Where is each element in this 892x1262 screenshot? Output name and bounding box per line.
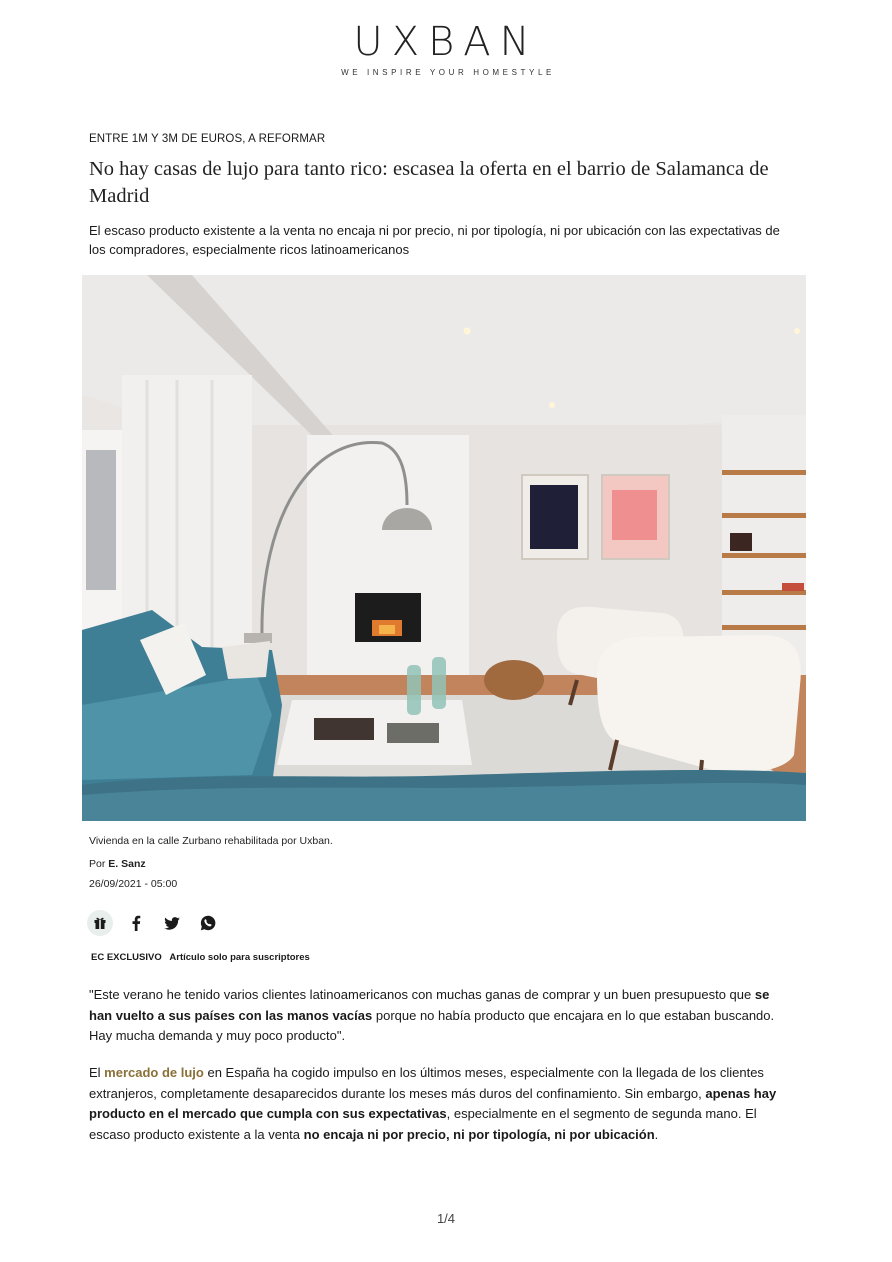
exclusive-label: EC EXCLUSIVO	[91, 952, 162, 963]
logo-tagline: WE INSPIRE YOUR HOMESTYLE	[341, 68, 555, 77]
whatsapp-share-button[interactable]	[195, 910, 221, 936]
twitter-icon	[164, 917, 180, 930]
link-mercado-de-lujo[interactable]: mercado de lujo	[104, 1065, 204, 1080]
exclusive-note: Artículo solo para suscriptores	[169, 952, 310, 963]
logo-wordmark: UXBAN	[353, 19, 539, 65]
photo-caption: Vivienda en la calle Zurbano rehabilitada por Uxban.	[89, 835, 333, 847]
page-number: 1/4	[436, 1211, 456, 1226]
twitter-share-button[interactable]	[159, 910, 185, 936]
author-name[interactable]: E. Sanz	[108, 858, 146, 870]
article-headline: No hay casas de lujo para tanto rico: escasea la oferta en el barrio de Salamanca de Madrid	[89, 158, 769, 207]
facebook-icon	[131, 915, 141, 931]
site-logo[interactable]	[0, 20, 892, 77]
article-kicker: ENTRE 1M Y 3M DE EUROS, A REFORMAR	[89, 133, 326, 145]
exclusive-badge	[91, 952, 310, 963]
gift-icon	[93, 916, 107, 930]
share-bar	[87, 910, 231, 936]
body-paragraph-2: El mercado de lujo en España ha cogido impulso en los últimos meses, especialmente con la llegada de los clientes extranjeros, completamente desaparecidos durante los meses más duros del confinamiento. Sin embargo, apenas hay producto en el mercado que cumpla con sus expectativas, especialmente en el segmento de segunda mano. El escaso producto existente a la venta no encaja ni por precio, ni por tipología, ni por ubicación.	[89, 1065, 777, 1142]
whatsapp-icon	[200, 915, 216, 931]
article-photo	[82, 275, 806, 821]
author-prefix: Por	[89, 858, 109, 870]
article-date: 26/09/2021 - 05:00	[89, 878, 178, 890]
gift-button[interactable]	[87, 910, 113, 936]
facebook-share-button[interactable]	[123, 910, 149, 936]
article-subtitle: El escaso producto existente a la venta no encaja ni por precio, ni por tipología, ni por ubicación con las expectativas de los compradores, especialmente ricos latinoamericanos	[89, 223, 780, 257]
article-author	[89, 858, 146, 870]
body-paragraph-1: "Este verano he tenido varios clientes latinoamericanos con muchas ganas de comprar y un buen presupuesto que se han vuelto a sus países con las manos vacías porque no había producto que encajara en lo que estaban buscando. Hay mucha demanda y muy poco producto".	[89, 987, 775, 1043]
